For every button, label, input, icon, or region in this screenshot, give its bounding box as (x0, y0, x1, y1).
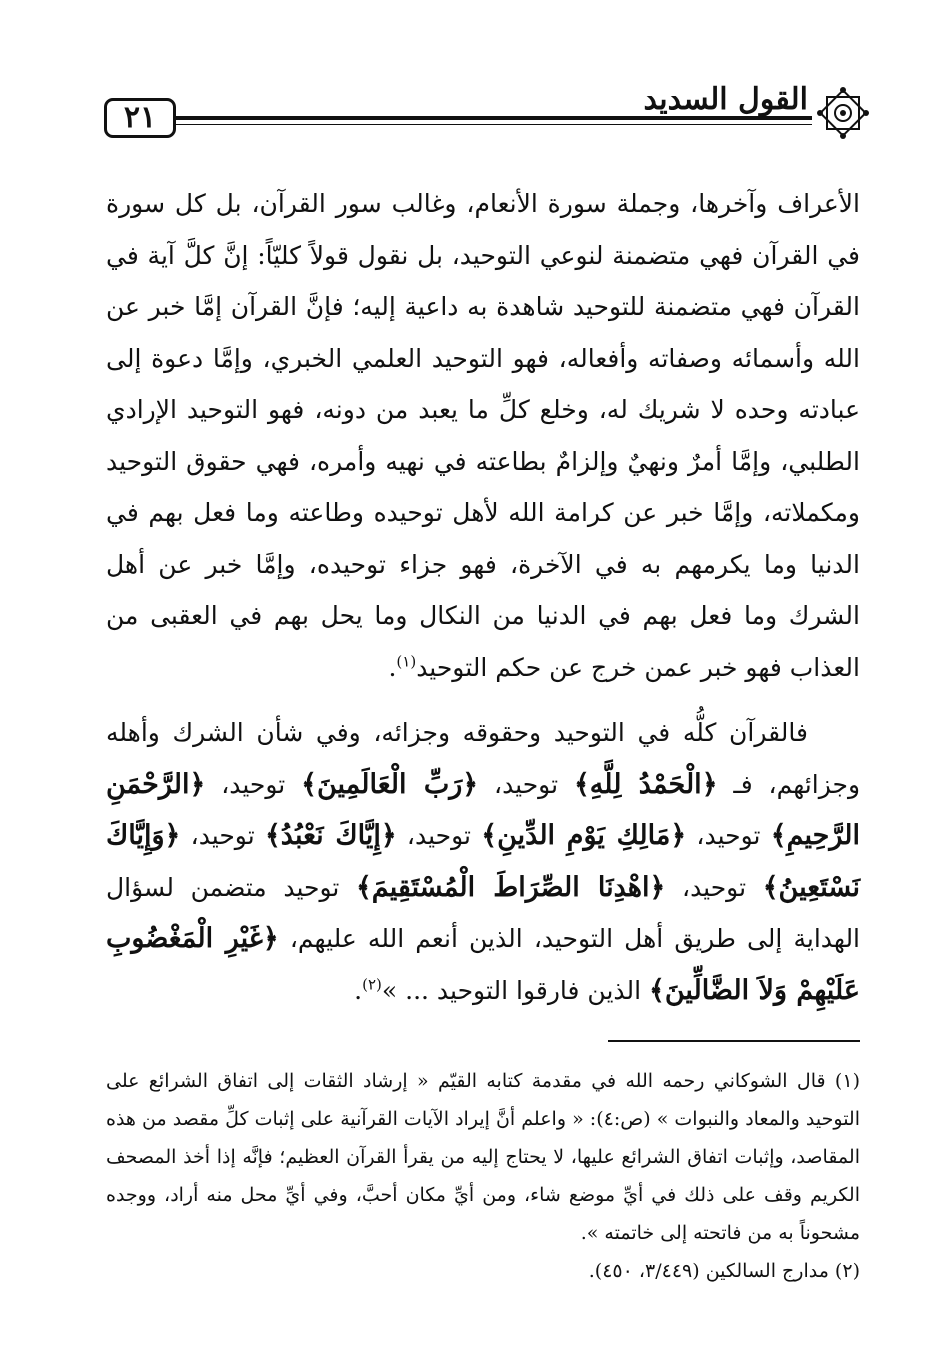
page-number-box (104, 98, 176, 138)
tawhid-word: توحيد (198, 821, 255, 850)
tawhid-word: توحيد (502, 769, 559, 799)
quran-ayah: ﴿غَيْرِ الْمَغْضُوبِ عَلَيْهِمْ وَلاَ الضَّالِّينَ﴾ (106, 923, 860, 1006)
main-text (106, 178, 860, 1016)
footnote-ref-1: (١) (396, 652, 417, 671)
header-rule-thin (176, 124, 812, 125)
quran-ayah: ﴿إِيَّاكَ نَعْبُدُ﴾ (264, 820, 397, 851)
tawhid-word: توحيد (704, 821, 761, 850)
paragraph-2-mid: توحيد متضمن لسؤال الهداية إلى طريق أهل التوحيد، الذين أنعم الله عليهم، (106, 872, 861, 953)
tawhid-word: توحيد (229, 769, 286, 799)
paragraph-2: فالقرآن كلُّه في التوحيد وحقوقه وجزائه، وفي شأن الشرك وأهله وجزائهم، فـ ﴿الْحَمْدُ لِلَّهِ﴾ توحيد، ﴿رَبِّ الْعَالَمِينَ﴾ توحيد، ﴿الرَّحْمَنِ الرَّحِيمِ﴾ توحيد، ﴿مَالِكِ يَوْمِ الدِّينِ﴾ توحيد، ﴿إِيَّاكَ نَعْبُدُ﴾ توحيد، ﴿وَإِيَّاكَ نَسْتَعِينُ﴾ توحيد، ﴿اهْدِنَا الصِّرَاطَ الْمُسْتَقِيمَ﴾ توحيد متضمن لسؤال الهداية إلى طريق أهل التوحيد، الذين أنعم الله عليهم، ﴿غَيْرِ الْمَغْضُوبِ عَلَيْهِمْ وَلاَ الضَّالِّينَ﴾ الذين فارقوا التوحيد ... »$^{(٢)}$. (106, 718, 861, 1006)
tawhid-word: توحيد (690, 872, 747, 902)
page-header (100, 82, 870, 146)
footnotes (106, 1062, 860, 1290)
quran-ayah: ﴿الرَّحْمَنِ الرَّحِيمِ﴾ (106, 768, 861, 851)
paragraph-2-intro: فالقرآن كلُّه في التوحيد وحقوقه وجزائه، وفي شأن الشرك وأهله وجزائهم، فـ (106, 718, 861, 799)
octagram-ornament-icon (816, 86, 870, 140)
book-title: القول السديد (643, 82, 808, 117)
tawhid-word: توحيد (415, 821, 471, 850)
footnote-divider (608, 1040, 860, 1042)
paragraph-2-end: الذين فارقوا التوحيد ... » (381, 975, 650, 1005)
paragraph-1: الأعراف وآخرها، وجملة سورة الأنعام، وغالب سور القرآن، بل كل سورة في القرآن فهي متضمنة لنوعي التوحيد، بل نقول قولاً كليّاً: إنَّ كلَّ آية في القرآن فهي متضمنة للتوحيد شاهدة به داعية إليه؛ فإنَّ القرآن إمَّا خبر عن الله وأسمائه وصفاته وأفعاله، فهو التوحيد العلمي الخبري، وإمَّا دعوة إلى عبادته وحده لا شريك له، وخلع كلِّ ما يعبد من دونه، فهو التوحيد الإرادي الطلبي، وإمَّا أمرٌ ونهيٌ وإلزامٌ بطاعته في نهيه وأمره، فهي حقوق التوحيد ومكملاته، وإمَّا خبر عن كرامة الله لأهل توحيده وطاعته وما فعل بهم في الدنيا وما يكرمهم به في الآخرة، فهو جزاء توحيده، وإمَّا خبر عن أهل الشرك وما فعل بهم في الدنيا من النكال وما يحل بهم في العقبى من العذاب فهو خبر عمن خرج عن حكم التوحيد$^{(١)}$. (106, 189, 860, 682)
page-number: ٢١ (123, 100, 157, 135)
footnote-ref-2: (٢) (362, 975, 382, 994)
quran-ayah: ﴿اهْدِنَا الصِّرَاطَ الْمُسْتَقِيمَ﴾ (355, 871, 666, 903)
paragraph-1-text: الأعراف وآخرها، وجملة سورة الأنعام، وغالب سور القرآن، بل كل سورة في القرآن فهي متضمنة لنوعي التوحيد، بل نقول قولاً كليّاً: إنَّ كلَّ آية في القرآن فهي متضمنة للتوحيد شاهدة به داعية إليه؛ فإنَّ القرآن إمَّا خبر عن الله وأسمائه وصفاته وأفعاله، فهو التوحيد العلمي الخبري، وإمَّا دعوة إلى عبادته وحده لا شريك له، وخلع كلِّ ما يعبد من دونه، فهو التوحيد الإرادي الطلبي، وإمَّا أمرٌ ونهيٌ وإلزامٌ بطاعته في نهيه وأمره، فهي حقوق التوحيد ومكملاته، وإمَّا خبر عن كرامة الله لأهل توحيده وطاعته وما فعل بهم في الدنيا وما يكرمهم به في الآخرة، فهو جزاء توحيده، وإمَّا خبر عن أهل الشرك وما فعل بهم في الدنيا من النكال وما يحل بهم في العقبى من العذاب فهو خبر عمن خرج عن حكم التوحيد (106, 189, 860, 682)
quran-ayah: ﴿الْحَمْدُ لِلَّهِ﴾ (573, 768, 718, 800)
quran-ayah: ﴿مَالِكِ يَوْمِ الدِّينِ﴾ (481, 820, 687, 851)
quran-ayah: ﴿وَإِيَّاكَ نَسْتَعِينُ﴾ (106, 820, 861, 903)
quran-ayah: ﴿رَبِّ الْعَالَمِينَ﴾ (301, 768, 479, 800)
footnote-2: (٢) مدارج السالكين (٣/٤٤٩، ٤٥٠). (588, 1260, 860, 1282)
footnote-1: (١) قال الشوكاني رحمه الله في مقدمة كتابه القيّم « إرشاد الثقات إلى اتفاق الشرائع على التوحيد والمعاد والنبوات » (ص:٤): « واعلم أنَّ إيراد الآيات القرآنية على إثبات كلِّ مقصد من هذه المقاصد، وإثبات اتفاق الشرائع عليها، لا يحتاج إليه من يقرأ القرآن العظيم؛ فإنَّه إذا أخذ المصحف الكريم وقف على ذلك في أيِّ موضع شاء، ومن أيِّ مكان أحبَّ، وفي أيِّ محل منه أراد، ووجده مشحوناً به من فاتحته إلى خاتمته ». (106, 1070, 860, 1244)
